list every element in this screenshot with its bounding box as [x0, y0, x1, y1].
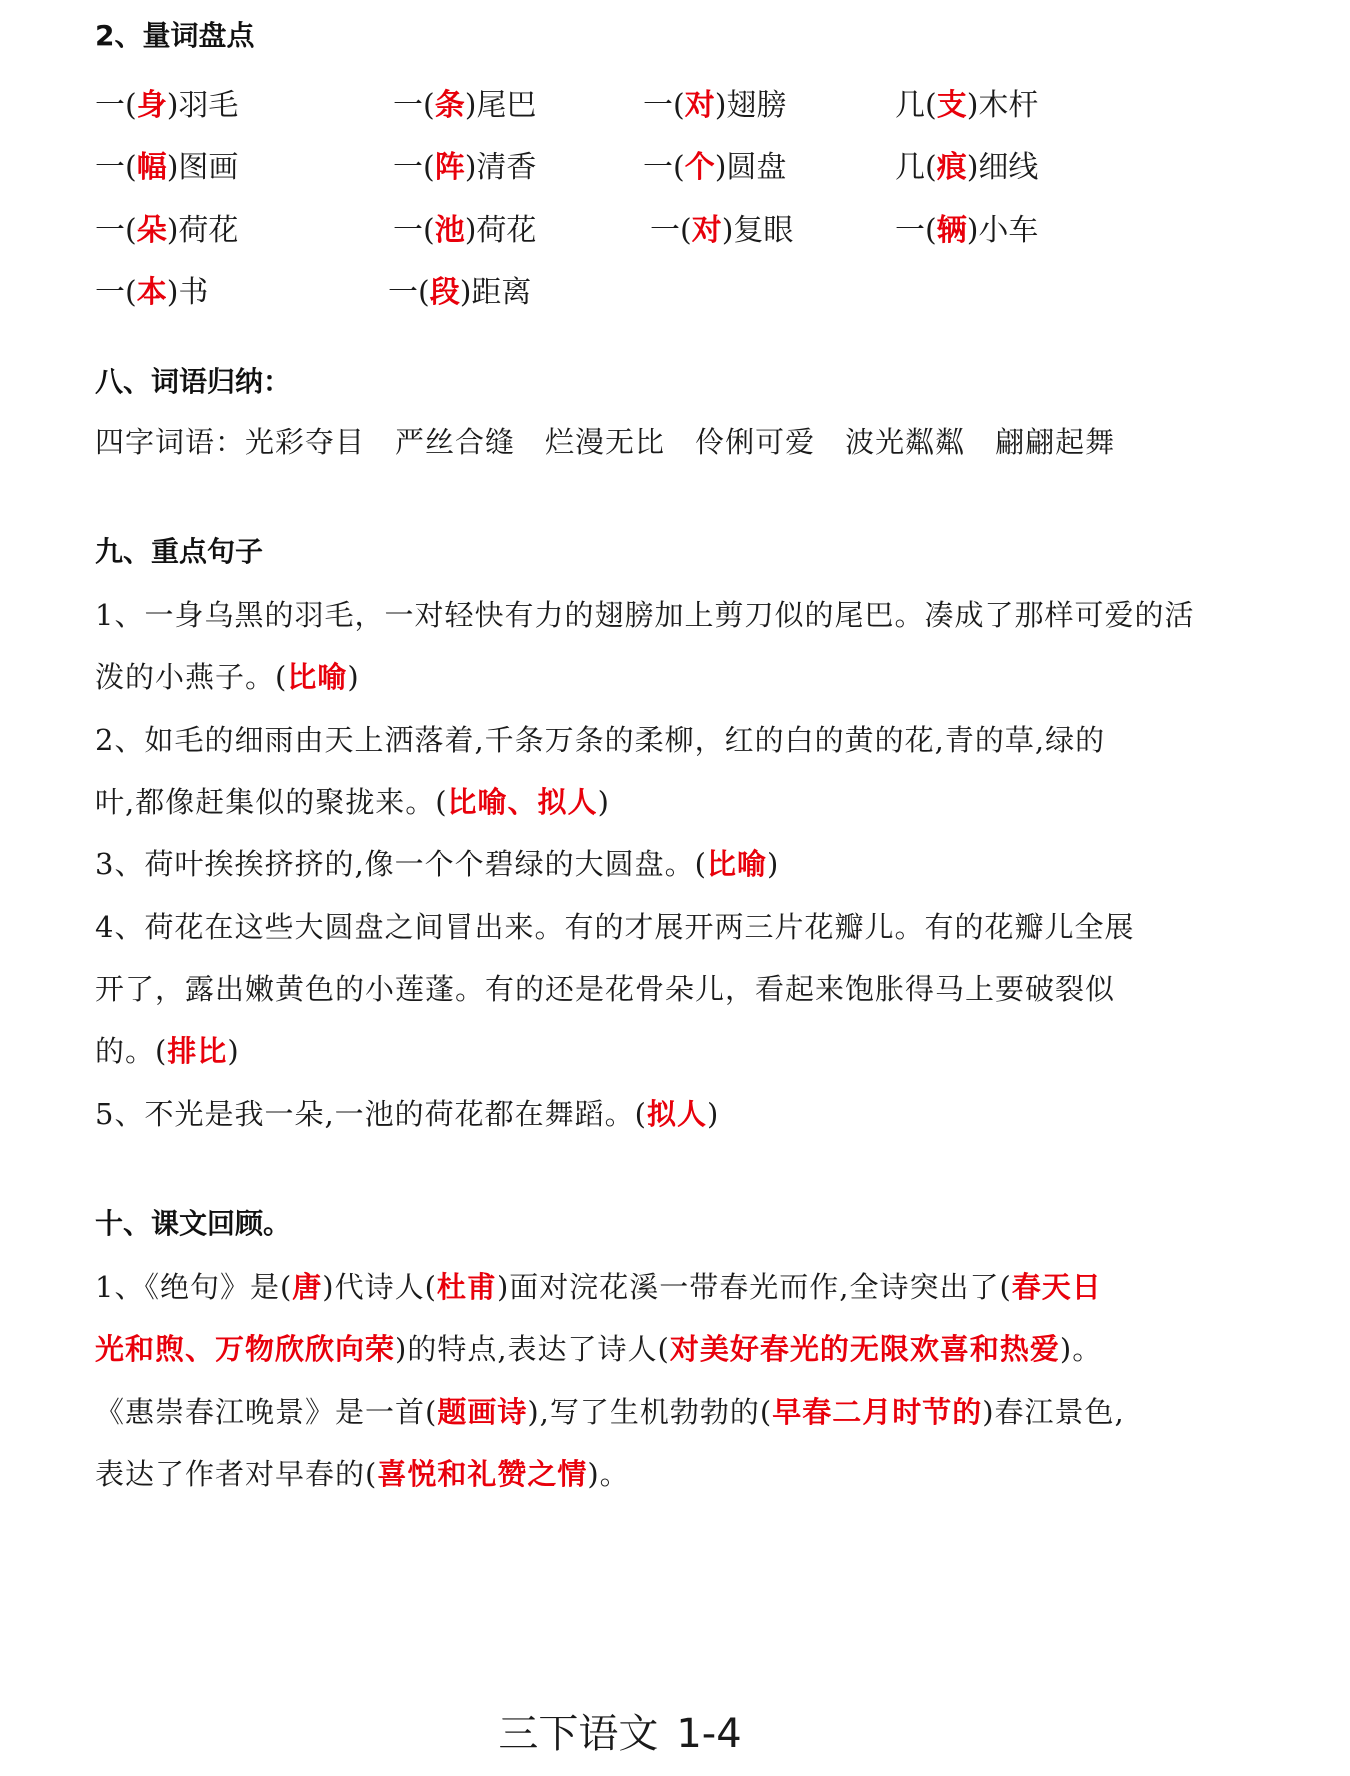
answer-text: 光和煦、万物欣欣向荣 — [95, 1332, 396, 1366]
idiom-item: 伶俐可爱 — [695, 425, 816, 459]
answer-text: 拟人 — [646, 1097, 707, 1131]
answer-text: 早春二月时节的 — [772, 1395, 983, 1429]
idiom-label: 四字词语： — [95, 425, 246, 459]
body-text: 5、不光是我一朵,一池的荷花都在舞蹈。( — [95, 1097, 647, 1131]
answer-text: 唐 — [292, 1270, 323, 1304]
answer-text: 比喻、拟人 — [447, 785, 598, 819]
measure-word-item — [95, 142, 238, 186]
measure-word-text: 一( — [95, 88, 137, 123]
sentence-line — [95, 1092, 719, 1133]
measure-word-text: 一( — [393, 150, 435, 185]
measure-word-text: 一( — [393, 88, 435, 123]
measure-word-item — [643, 80, 786, 124]
measure-word-text: 一( — [95, 213, 137, 248]
body-text: 《惠崇春江晚景》是一首( — [95, 1395, 438, 1429]
body-text: ) — [227, 1034, 240, 1068]
measure-word-text: )距离 — [459, 275, 532, 310]
measure-word-text: 一( — [393, 213, 435, 248]
measure-word-answer: 朵 — [136, 213, 167, 248]
measure-word-answer: 池 — [434, 213, 465, 248]
measure-word-text: 一( — [650, 213, 692, 248]
review-line — [95, 1327, 1102, 1368]
body-text: ) — [347, 660, 360, 694]
body-text: )的特点,表达了诗人( — [395, 1332, 670, 1366]
body-text: 3、荷叶挨挨挤挤的,像一个个碧绿的大圆盘。( — [95, 847, 707, 881]
measure-word-answer: 段 — [429, 275, 460, 310]
key-sentences-heading: 九、重点句子 — [95, 535, 264, 568]
measure-word-item — [393, 80, 536, 124]
measure-word-item — [95, 80, 238, 124]
review-line — [95, 1265, 1102, 1306]
measure-word-text: )图画 — [166, 150, 239, 185]
body-text: 1、《绝句》是( — [95, 1270, 293, 1304]
sentence-line — [95, 967, 1115, 1008]
idiom-item: 波光粼粼 — [845, 425, 966, 459]
body-text: 4、荷花在这些大圆盘之间冒出来。有的才展开两三片花瓣儿。有的花瓣儿全展 — [95, 910, 1135, 944]
body-text: )代诗人( — [322, 1270, 437, 1304]
measure-word-item — [95, 205, 238, 249]
measure-word-item — [393, 205, 536, 249]
idiom-item: 烂漫无比 — [545, 425, 666, 459]
answer-text: 题画诗 — [437, 1395, 528, 1429]
vocabulary-heading: 八、词语归纳： — [95, 365, 292, 398]
body-text: ) — [597, 785, 610, 819]
measure-word-text: 一( — [388, 275, 430, 310]
measure-word-item — [650, 205, 793, 249]
measure-word-answer: 对 — [691, 213, 722, 248]
measure-word-item — [393, 142, 536, 186]
body-text: ) — [767, 847, 780, 881]
measure-word-text: )羽毛 — [166, 88, 239, 123]
answer-text: 对美好春光的无限欢喜和热爱 — [669, 1332, 1060, 1366]
body-text: )春江景色, — [982, 1395, 1125, 1429]
answer-text: 比喻 — [706, 847, 767, 881]
measure-word-text: )翅膀 — [714, 88, 787, 123]
sentence-line — [95, 655, 360, 696]
measure-words-heading: 2、量词盘点 — [95, 19, 255, 52]
measure-word-answer: 本 — [136, 275, 167, 310]
body-text: ) — [707, 1097, 720, 1131]
idiom-item: 翩翩起舞 — [995, 425, 1116, 459]
measure-word-text: 一( — [95, 150, 137, 185]
measure-word-text: )荷花 — [464, 213, 537, 248]
measure-word-text: )小车 — [966, 213, 1039, 248]
measure-word-answer: 痕 — [936, 150, 967, 185]
measure-word-text: 几( — [895, 150, 937, 185]
body-text: )。 — [1059, 1332, 1103, 1366]
measure-word-text: 一( — [95, 275, 137, 310]
body-text: 1、一身乌黑的羽毛，一对轻快有力的翅膀加上剪刀似的尾巴。凑成了那样可爱的活 — [95, 598, 1195, 632]
measure-word-text: )清香 — [464, 150, 537, 185]
measure-word-item — [95, 267, 208, 311]
body-text: 的。( — [95, 1034, 168, 1068]
measure-word-text: )书 — [166, 275, 209, 310]
measure-word-text: 几( — [895, 88, 937, 123]
footer-title: 三下语文 — [498, 1711, 659, 1757]
measure-word-item — [643, 142, 786, 186]
measure-word-answer: 支 — [936, 88, 967, 123]
measure-word-text: )圆盘 — [714, 150, 787, 185]
body-text: 泼的小燕子。( — [95, 660, 288, 694]
measure-word-text: 一( — [643, 88, 685, 123]
measure-word-answer: 身 — [136, 88, 167, 123]
answer-text: 排比 — [167, 1034, 228, 1068]
body-text: ),写了生机勃勃的( — [527, 1395, 773, 1429]
measure-word-item — [895, 205, 1038, 249]
body-text: )面对浣花溪一带春光而作,全诗突出了( — [496, 1270, 1012, 1304]
review-heading: 十、课文回顾。 — [95, 1207, 292, 1240]
measure-word-text: )尾巴 — [464, 88, 537, 123]
measure-word-answer: 阵 — [434, 150, 465, 185]
footer-page-number: 1-4 — [676, 1711, 742, 1757]
measure-word-text: 一( — [895, 213, 937, 248]
measure-word-item — [895, 80, 1038, 124]
body-text: 2、如毛的细雨由天上洒落着,千条万条的柔柳，红的白的黄的花,青的草,绿的 — [95, 723, 1106, 757]
measure-word-text: 一( — [643, 150, 685, 185]
measure-word-text: )细线 — [966, 150, 1039, 185]
sentence-line — [95, 1029, 240, 1070]
page-footer — [0, 1702, 1240, 1759]
review-line — [95, 1390, 1125, 1431]
measure-word-item — [895, 142, 1038, 186]
measure-word-text: )木杆 — [966, 88, 1039, 123]
answer-text: 比喻 — [287, 660, 348, 694]
sentence-line — [95, 718, 1105, 759]
idiom-line — [95, 420, 1115, 461]
measure-word-answer: 对 — [684, 88, 715, 123]
measure-word-text: )荷花 — [166, 213, 239, 248]
measure-word-answer: 幅 — [136, 150, 167, 185]
review-line — [95, 1452, 630, 1493]
body-text: 叶,都像赶集似的聚拢来。( — [95, 785, 448, 819]
answer-text: 春天日 — [1011, 1270, 1102, 1304]
idiom-item: 严丝合缝 — [395, 425, 516, 459]
body-text: 开了，露出嫩黄色的小莲蓬。有的还是花骨朵儿，看起来饱胀得马上要破裂似 — [95, 972, 1116, 1006]
measure-word-answer: 辆 — [936, 213, 967, 248]
answer-text: 杜甫 — [436, 1270, 497, 1304]
measure-word-answer: 个 — [684, 150, 715, 185]
sentence-line — [95, 842, 779, 883]
sentence-line — [95, 593, 1194, 634]
idiom-item: 光彩夺目 — [245, 425, 366, 459]
measure-word-text: )复眼 — [721, 213, 794, 248]
body-text: 表达了作者对早春的( — [95, 1457, 378, 1491]
sentence-line — [95, 905, 1134, 946]
answer-text: 喜悦和礼赞之情 — [377, 1457, 588, 1491]
body-text: )。 — [587, 1457, 630, 1491]
measure-word-answer: 条 — [434, 88, 465, 123]
sentence-line — [95, 780, 610, 821]
measure-word-item — [388, 267, 531, 311]
